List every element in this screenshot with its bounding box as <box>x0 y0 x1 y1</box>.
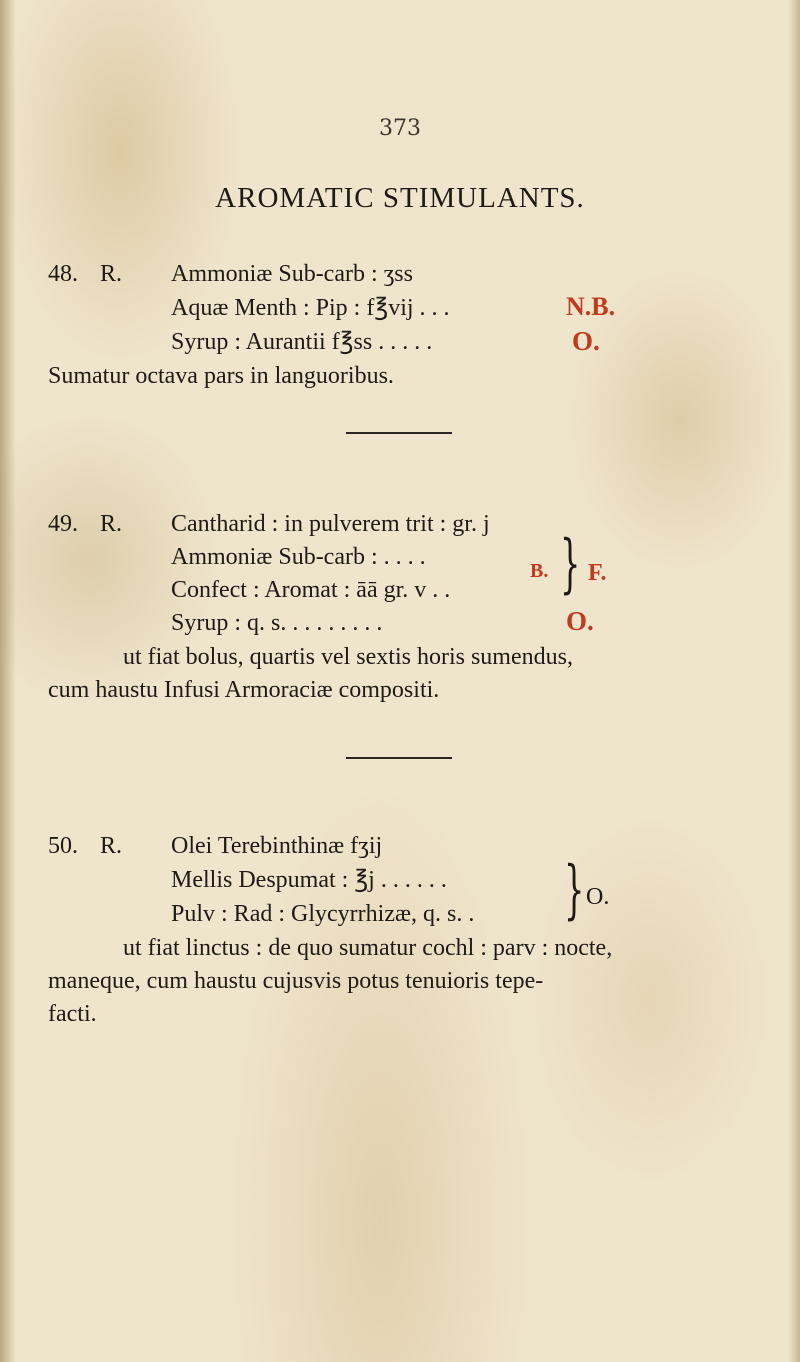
annotation-initials: N.B. <box>566 292 616 321</box>
recipe-symbol: R. <box>100 511 123 537</box>
brace-glyph: } <box>560 527 581 601</box>
ingredient-line: Mellis Despumat : ℥j . . . . . . <box>171 867 447 893</box>
recipe-number: 48. <box>48 261 78 287</box>
recipe-number: 50. <box>48 833 78 859</box>
ingredient-line: Pulv : Rad : Glycyrrhizæ, q. s. . <box>171 901 475 927</box>
directions-line: ut fiat bolus, quartis vel sextis horis sumendus, <box>123 644 573 670</box>
directions-line: cum haustu Infusi Armoraciæ compositi. <box>48 677 440 703</box>
ingredient-line: Ammoniæ Sub-carb : ʒss <box>171 261 413 287</box>
recipe-symbol: R. <box>100 261 123 287</box>
annotation-initials: O. <box>572 326 600 356</box>
ingredient-line: Aquæ Menth : Pip : f℥vij . . . <box>171 295 450 321</box>
section-divider <box>346 757 452 759</box>
directions-line: Sumatur octava pars in languoribus. <box>48 363 394 389</box>
annotation-initials: B. <box>530 560 549 582</box>
annotation-initials: O. <box>566 606 594 636</box>
ingredient-line: Ammoniæ Sub-carb : . . . . <box>171 544 426 570</box>
page-title: AROMATIC STIMULANTS. <box>215 182 585 214</box>
ingredient-line: Olei Terebinthinæ fʒij <box>171 833 383 859</box>
page-number: 373 <box>379 116 421 141</box>
annotation-initials: F. <box>588 560 607 586</box>
directions-line: ut fiat linctus : de quo sumatur cochl : parv : nocte, <box>123 935 613 961</box>
section-divider <box>346 432 452 434</box>
ingredient-line: Syrup : Aurantii f℥ss . . . . . <box>171 329 433 355</box>
recipe-symbol: R. <box>100 833 123 859</box>
recipe-number: 49. <box>48 511 78 537</box>
directions-line: maneque, cum haustu cujusvis potus tenuioris tepe- <box>48 968 544 994</box>
ingredient-line: Syrup : q. s. . . . . . . . . <box>171 610 383 636</box>
ingredient-line: Cantharid : in pulverem trit : gr. j <box>171 511 490 537</box>
annotation-initials: O. <box>586 884 610 910</box>
brace-glyph: } <box>564 853 585 927</box>
ingredient-line: Confect : Aromat : āā gr. v . . <box>171 577 451 603</box>
directions-line: facti. <box>48 1001 97 1027</box>
